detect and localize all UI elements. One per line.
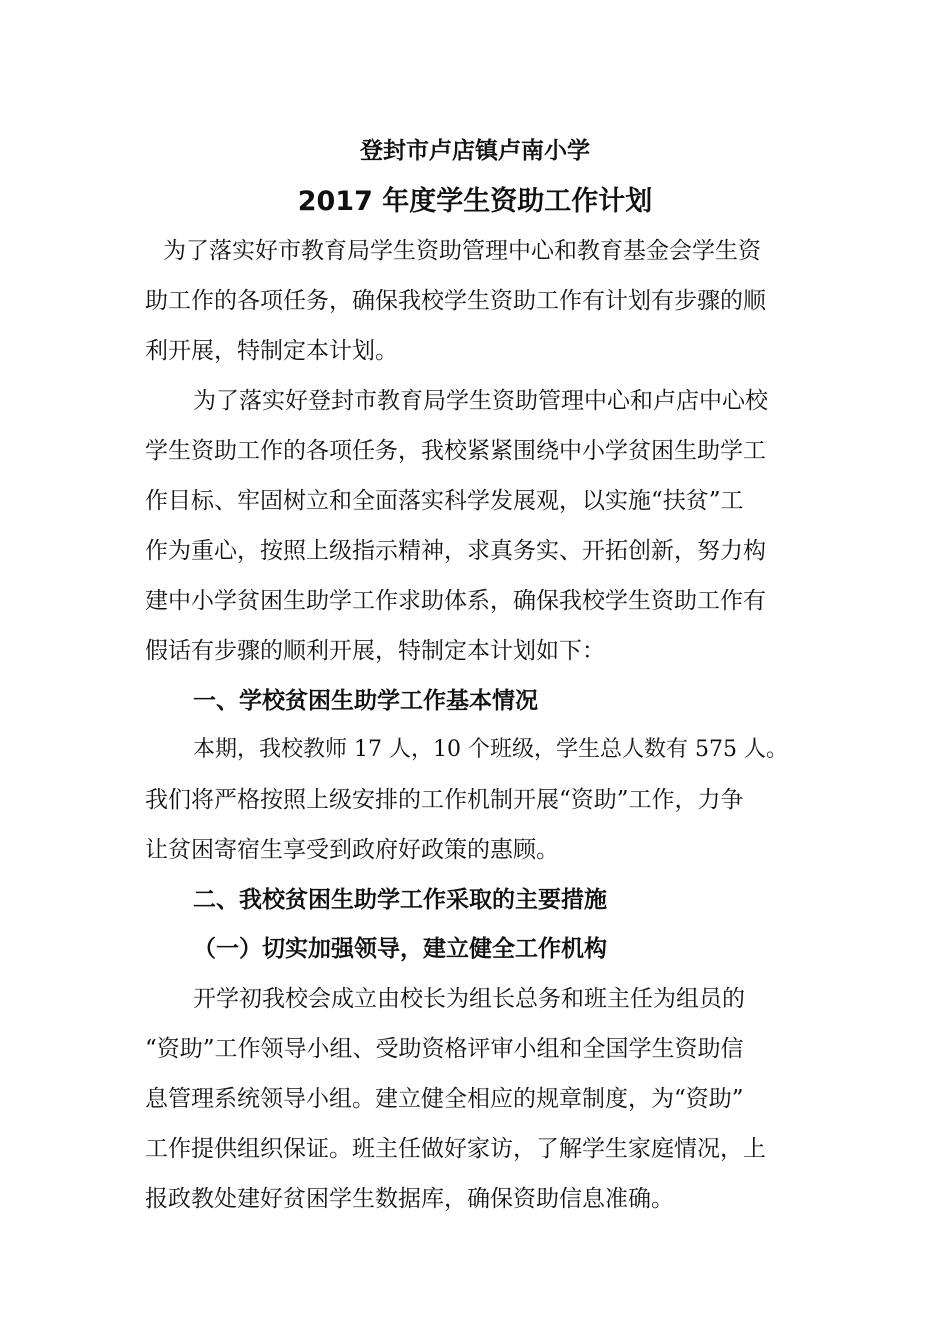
paragraph-line: “资助”工作领导小组、受助资格评审小组和全国学生资助信 (145, 1036, 744, 1062)
paragraph-line: 作目标、牢固树立和全面落实科学发展观，以实施“扶贫”工 (145, 488, 744, 514)
subsection-heading: （一）切实加强领导，建立健全工作机构 (193, 936, 607, 962)
paragraph-line: 假话有步骤的顺利开展，特制定本计划如下： (145, 638, 605, 664)
paragraph-line: 我们将严格按照上级安排的工作机制开展“资助”工作，力争 (145, 787, 744, 813)
paragraph-line: 利开展，特制定本计划。 (145, 338, 398, 364)
paragraph-line: 开学初我校会成立由校长为组长总务和班主任为组员的 (193, 986, 745, 1012)
paragraph-line: 工作提供组织保证。班主任做好家访，了解学生家庭情况，上 (145, 1136, 766, 1162)
plan-title: 2017 年度学生资助工作计划 (297, 186, 653, 217)
paragraph-line: 报政教处建好贫困学生数据库，确保资助信息准确。 (145, 1186, 674, 1212)
paragraph-line: 让贫困寄宿生享受到政府好政策的惠顾。 (145, 837, 559, 863)
paragraph-line: 本期，我校教师 17 人，10 个班级，学生总人数有 575 人。 (193, 737, 788, 762)
paragraph-line: 助工作的各项任务，确保我校学生资助工作有计划有步骤的顺 (145, 288, 766, 314)
paragraph-line: 学生资助工作的各项任务，我校紧紧围绕中小学贫困生助学工 (145, 438, 766, 464)
paragraph-line: 作为重心，按照上级指示精神，求真务实、开拓创新，努力构 (145, 538, 766, 564)
paragraph-line: 息管理系统领导小组。建立健全相应的规章制度，为“资助” (145, 1086, 744, 1112)
paragraph-line: 为了落实好市教育局学生资助管理中心和教育基金会学生资 (163, 238, 761, 264)
school-title: 登封市卢店镇卢南小学 (360, 138, 590, 164)
paragraph-line: 建中小学贫困生助学工作求助体系，确保我校学生资助工作有 (145, 588, 766, 614)
section-heading: 一、学校贫困生助学工作基本情况 (193, 688, 538, 714)
paragraph-line: 为了落实好登封市教育局学生资助管理中心和卢店中心校 (193, 388, 768, 414)
section-heading: 二、我校贫困生助学工作采取的主要措施 (193, 887, 607, 913)
